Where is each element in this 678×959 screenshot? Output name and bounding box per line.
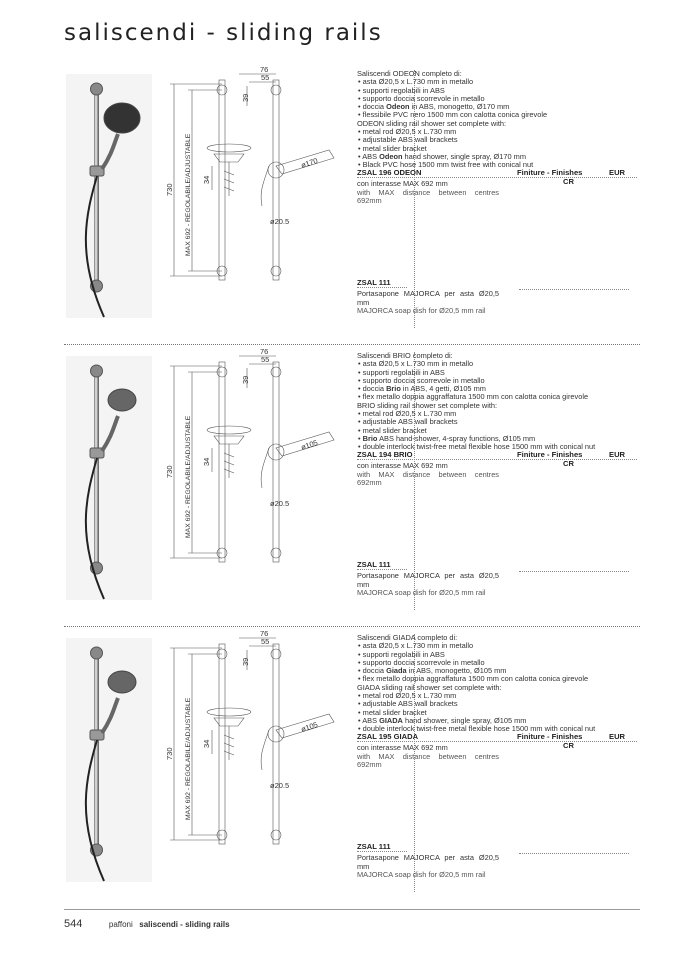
description-intro-en: GIADA sliding rail shower set complete with:	[357, 682, 502, 692]
svg-text:MAX 692 - REGOLABILE/ADJUSTABL: MAX 692 - REGOLABILE/ADJUSTABLE	[185, 133, 192, 256]
svg-text:39: 39	[241, 93, 250, 102]
svg-text:ø20.5: ø20.5	[270, 217, 290, 226]
feature-item: • metal slider bracket	[366, 145, 637, 153]
svg-text:39: 39	[241, 375, 250, 384]
interasse-it: con interasse MAX 692 mm	[357, 743, 448, 752]
feature-item: • asta Ø20,5 x L.730 mm in metallo	[366, 642, 637, 650]
footer-brand: paffoni	[108, 920, 133, 929]
svg-text:ø20.5: ø20.5	[270, 781, 290, 790]
svg-text:ø105: ø105	[299, 438, 319, 452]
product-section-2	[64, 348, 640, 630]
eur-label: EUR	[609, 168, 626, 177]
svg-text:ø20.5: ø20.5	[270, 499, 290, 508]
feature-item: • double interlock twist-free metal flexible hose 1500 mm with conical nut	[366, 443, 637, 451]
description-intro-it: Saliscendi GIADA completo di:	[357, 633, 458, 642]
accessory-underline	[357, 569, 407, 570]
section-separator	[64, 344, 640, 345]
svg-text:730: 730	[165, 465, 174, 478]
svg-text:ø105: ø105	[299, 720, 319, 734]
feature-item: • adjustable ABS wall brackets	[366, 418, 637, 426]
svg-text:730: 730	[165, 747, 174, 760]
product-code: ZSAL 194 BRIO	[357, 450, 413, 459]
feature-item: • metal rod Ø20,5 x L.730 mm	[366, 692, 637, 700]
interasse-en: with MAX distance between centres 692mm	[357, 751, 499, 770]
feature-item: • supporto doccia scorrevole in metallo	[366, 659, 637, 667]
accessory-it: Portasapone MAJORCA per asta Ø20,5 mm	[357, 853, 499, 871]
accessory-code: ZSAL 111	[357, 278, 391, 287]
accessory-en: MAJORCA soap dish for Ø20,5 mm rail	[357, 306, 486, 316]
product-description	[357, 70, 637, 170]
product-code: ZSAL 196 ODEON	[357, 168, 422, 177]
interasse-info	[357, 744, 499, 770]
footer	[64, 918, 230, 930]
shower-head	[104, 103, 140, 133]
feature-item: • asta Ø20,5 x L.730 mm in metallo	[366, 360, 637, 368]
section-separator	[64, 626, 640, 627]
feature-item: • metal rod Ø20,5 x L.730 mm	[366, 410, 637, 418]
price-line	[519, 571, 629, 572]
accessory-info	[357, 572, 499, 598]
feature-item: • Black PVC hose 1500 mm twist free with conical nut	[366, 161, 637, 169]
feature-item: • supporto doccia scorrevole in metallo	[366, 95, 637, 103]
feature-item: • metal rod Ø20,5 x L.730 mm	[366, 128, 637, 136]
accessory-en: MAJORCA soap dish for Ø20,5 mm rail	[357, 588, 486, 598]
shower-set-illustration	[66, 638, 152, 882]
eur-label: EUR	[609, 450, 626, 459]
finish-code: CR	[563, 177, 574, 186]
feature-item: • flex metallo doppia aggraffatura 1500 mm con calotta conica girevole	[366, 675, 637, 683]
finish-code: CR	[563, 459, 574, 468]
product-section-1	[64, 66, 640, 348]
page-number: 544	[64, 918, 83, 930]
product-photo	[66, 638, 152, 882]
accessory-info	[357, 854, 499, 880]
product-description	[357, 634, 637, 734]
description-intro-it: Saliscendi ODEON completo di:	[357, 69, 462, 78]
svg-text:39: 39	[241, 657, 250, 666]
svg-text:34: 34	[202, 175, 211, 184]
svg-text:55: 55	[261, 73, 270, 82]
feature-item: • supporto doccia scorrevole in metallo	[366, 377, 637, 385]
accessory-en: MAJORCA soap dish for Ø20,5 mm rail	[357, 870, 486, 880]
product-photo	[66, 356, 152, 600]
svg-text:MAX 692 - REGOLABILE/ADJUSTABL: MAX 692 - REGOLABILE/ADJUSTABLE	[185, 415, 192, 538]
feature-item: • asta Ø20,5 x L.730 mm in metallo	[366, 78, 637, 86]
interasse-it: con interasse MAX 692 mm	[357, 179, 448, 188]
accessory-it: Portasapone MAJORCA per asta Ø20,5 mm	[357, 289, 499, 307]
svg-text:730: 730	[165, 183, 174, 196]
code-underline	[357, 741, 637, 742]
finishes-label: Finiture - Finishes	[517, 732, 583, 741]
features-list-it	[357, 78, 637, 119]
product-photo	[66, 74, 152, 318]
feature-item: • metal slider bracket	[366, 427, 637, 435]
description-intro-en: BRIO sliding rail shower set complete with:	[357, 400, 498, 410]
interasse-info	[357, 180, 499, 206]
shower-set-illustration	[66, 356, 152, 600]
svg-text:34: 34	[202, 457, 211, 466]
feature-item: • ABS Odeon hand shower, single spray, Ø170 mm	[366, 153, 637, 161]
shower-set-illustration	[66, 74, 152, 318]
accessory-code: ZSAL 111	[357, 560, 391, 569]
shower-head	[108, 671, 136, 693]
product-description	[357, 352, 637, 452]
finishes-label: Finiture - Finishes	[517, 168, 583, 177]
finish-code: CR	[563, 741, 574, 750]
interasse-en: with MAX distance between centres 692mm	[357, 187, 499, 206]
feature-item: • ABS GIADA hand shower, single spray, Ø105 mm	[366, 717, 637, 725]
features-list-en	[357, 692, 637, 733]
code-underline	[357, 459, 637, 460]
svg-text:55: 55	[261, 355, 270, 364]
feature-item: • supporti regolabili in ABS	[366, 87, 637, 95]
shower-head	[108, 389, 136, 411]
svg-text:MAX 692 - REGOLABILE/ADJUSTABL: MAX 692 - REGOLABILE/ADJUSTABLE	[185, 697, 192, 820]
feature-item: • metal slider bracket	[366, 709, 637, 717]
product-code: ZSAL 195 GIADA	[357, 732, 419, 741]
footer-rule	[64, 909, 640, 910]
feature-item: • flex metallo doppia aggraffatura 1500 mm con calotta conica girevole	[366, 393, 637, 401]
description-intro-en: ODEON sliding rail shower set complete with:	[357, 118, 507, 128]
feature-item: • adjustable ABS wall brackets	[366, 136, 637, 144]
svg-text:ø170: ø170	[299, 156, 319, 170]
page-title: saliscendi - sliding rails	[64, 20, 383, 46]
code-underline	[357, 177, 637, 178]
accessory-underline	[357, 851, 407, 852]
svg-text:76: 76	[260, 66, 269, 74]
interasse-it: con interasse MAX 692 mm	[357, 461, 448, 470]
feature-item: • doccia Giada in ABS, monogetto, Ø105 mm	[366, 667, 637, 675]
accessory-it: Portasapone MAJORCA per asta Ø20,5 mm	[357, 571, 499, 589]
finishes-label: Finiture - Finishes	[517, 450, 583, 459]
feature-item: • double interlock twist-free metal flexible hose 1500 mm with conical nut	[366, 725, 637, 733]
accessory-info	[357, 290, 499, 316]
eur-label: EUR	[609, 732, 626, 741]
feature-item: • supporti regolabili in ABS	[366, 369, 637, 377]
features-list-en	[357, 128, 637, 169]
feature-item: • supporti regolabili in ABS	[366, 651, 637, 659]
price-line	[519, 853, 629, 854]
svg-text:76: 76	[260, 630, 269, 638]
footer-section: saliscendi - sliding rails	[139, 920, 230, 929]
product-section-3	[64, 630, 640, 912]
svg-text:76: 76	[260, 348, 269, 356]
svg-text:55: 55	[261, 637, 270, 646]
svg-text:34: 34	[202, 739, 211, 748]
interasse-info	[357, 462, 499, 488]
accessory-underline	[357, 287, 407, 288]
feature-item: • flessibile PVC nero 1500 mm con calotta conica girevole	[366, 111, 637, 119]
feature-item: • doccia Brio in ABS, 4 getti, Ø105 mm	[366, 385, 637, 393]
feature-item: • adjustable ABS wall brackets	[366, 700, 637, 708]
feature-item: • Brio ABS hand-shower, 4-spray functions, Ø105 mm	[366, 435, 637, 443]
features-list-it	[357, 642, 637, 683]
features-list-en	[357, 410, 637, 451]
feature-item: • doccia Odeon in ABS, monogetto, Ø170 mm	[366, 103, 637, 111]
accessory-code: ZSAL 111	[357, 842, 391, 851]
features-list-it	[357, 360, 637, 401]
description-intro-it: Saliscendi BRIO completo di:	[357, 351, 453, 360]
price-line	[519, 289, 629, 290]
interasse-en: with MAX distance between centres 692mm	[357, 469, 499, 488]
